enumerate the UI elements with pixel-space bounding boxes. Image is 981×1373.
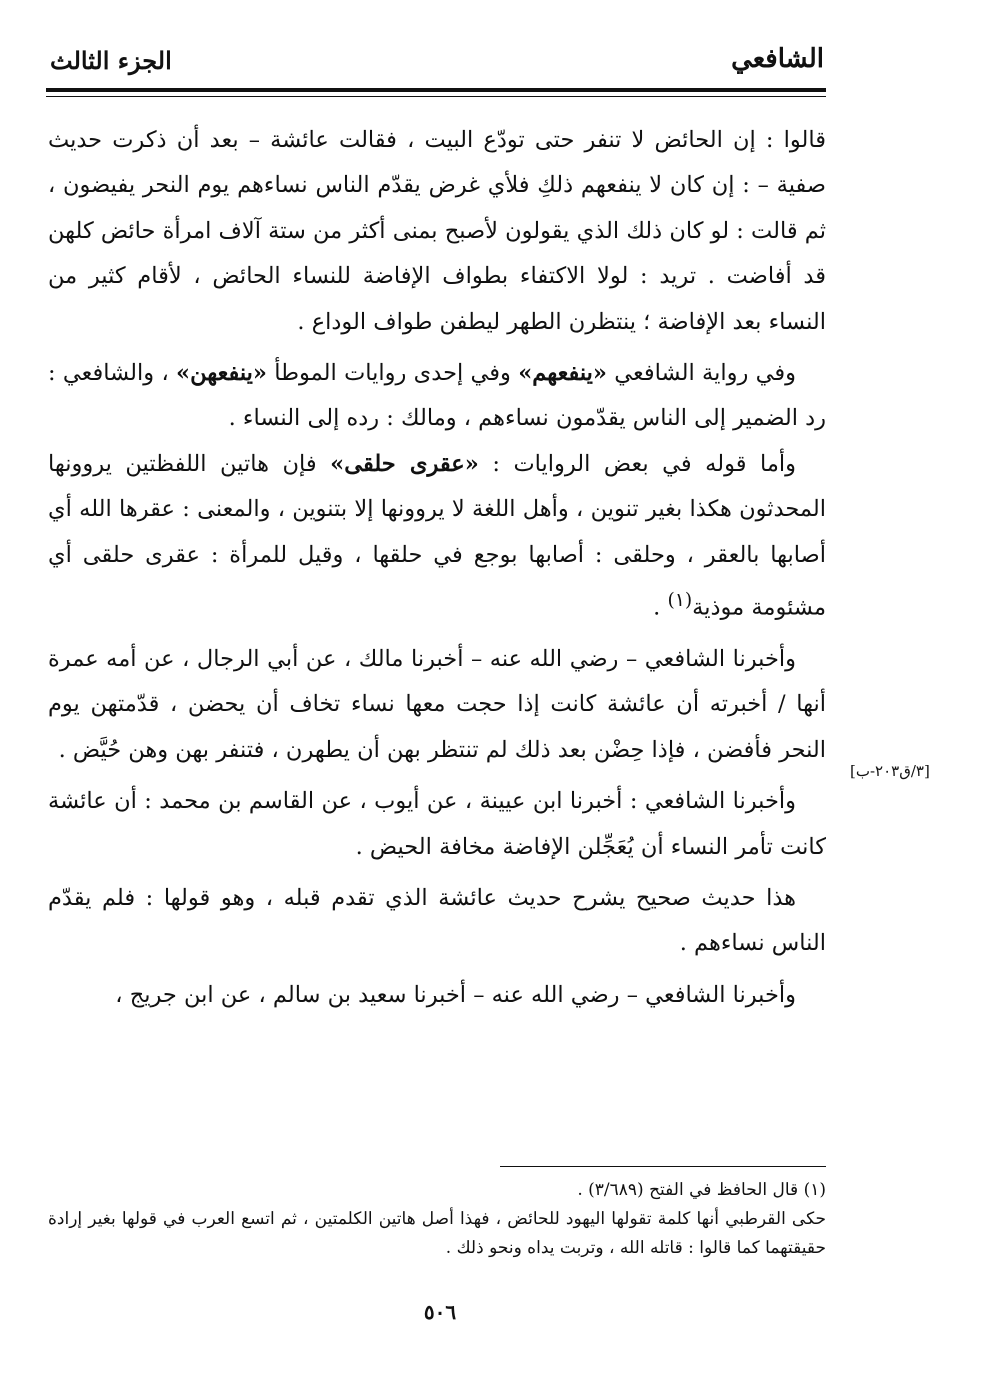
footnote-separator <box>500 1166 826 1167</box>
quoted-term-yanfauhum: «ينفعهم» <box>518 360 607 387</box>
header-rule-thin <box>46 96 826 97</box>
paragraph-1: قالوا : إن الحائض لا تنفر حتى تودّع البيت ، فقالت عائشة – بعد أن ذكرت حديث صفية – : إن كان لا ينفعهم ذلكِ فلأي غرض يقدّم الناس نساءهم يوم النحر يفيضون ، ثم قالت : لو كان ذلك الذي يقولون لأصبح بمنى أكثر من ستة آلاف امرأة حائض كلهن قد أفاضت . تريد : لولا الاكتفاء بطواف الإفاضة للنساء الحائض ، لأقام كثير من النساء بعد الإفاضة ؛ ينتظرن الطهر ليطفن طواف الوداع . <box>48 127 826 335</box>
paragraph-2-text-a: وفي رواية الشافعي <box>607 360 797 387</box>
footnote-1-body: حكى القرطبي أنها كلمة تقولها اليهود للحائض ، فهذا أصل هاتين الكلمتين ، ثم اتسع العرب في قولها بغير إرادة حقيقتهما كما قالوا : قاتله الله ، وتربت يداه ونحو ذلك . <box>48 1209 826 1258</box>
paragraph-4: وأخبرنا الشافعي – رضي الله عنه – أخبرنا مالك ، عن أبي الرجال ، عن أمه عمرة أنها / أخبرته أن عائشة كانت إذا حجت معها نساء تخاف أن يحضن ، قدّمتهن يوم النحر فأفضن ، فإذا حِضْن بعد ذلك لم تنتظر بهن أن يطهرن ، فتنفر بهن وهن حُيَّض . <box>48 645 826 763</box>
manuscript-folio-note: [٣/ق٢٠٣-ب] <box>850 762 930 780</box>
paragraph-3-text-a: وأما قوله في بعض الروايات : <box>478 450 796 477</box>
volume-label: الجزء الثالث <box>50 46 172 75</box>
main-text <box>48 118 826 1018</box>
footnote-1: (١) قال الحافظ في الفتح (٣/٦٨٩) . <box>577 1180 826 1200</box>
running-header <box>50 44 824 88</box>
paragraph-3-text-c: فإن هاتين اللفظتين يروونها المحدثون هكذا بغير تنوين ، وأهل اللغة لا يروونها إلا بتنوين ، والمعنى : عقرها الله أي أصابها بالعقر ، وحلقى : أصابها بوجع في حلقها ، وقيل للمرأة : عقرى حلقى أي مشئومة موذية <box>48 450 826 621</box>
footnote-marker: (١) <box>667 590 693 612</box>
paragraph-2-text-c: وفي إحدى روايات الموطأ <box>266 360 519 387</box>
page-number: ٥٠٦ <box>423 1300 457 1324</box>
quoted-term-aqra-halqa: «عقرى حلقى» <box>330 450 479 477</box>
header-rule-thick <box>46 88 826 92</box>
paragraph-7: وأخبرنا الشافعي – رضي الله عنه – أخبرنا سعيد بن سالم ، عن ابن جريج ، <box>115 981 796 1008</box>
book-title: الشافعي <box>731 44 824 74</box>
paragraph-2 <box>48 351 826 442</box>
footnotes <box>48 1176 826 1263</box>
paragraph-6: هذا حديث صحيح يشرح حديث عائشة الذي تقدم قبله ، وهو قولها : فلم يقدّم الناس نساءهم . <box>48 885 826 957</box>
paragraph-5: وأخبرنا الشافعي : أخبرنا ابن عيينة ، عن أيوب ، عن القاسم بن محمد : أن عائشة كانت تأمر النساء أن يُعَجِّلن الإفاضة مخافة الحيض . <box>48 788 826 860</box>
paragraph-2-text-e: ، والشافعي : رد الضمير إلى الناس يقدّمون نساءهم ، ومالك : رده إلى النساء . <box>48 360 826 432</box>
quoted-term-yanfauhunna: «ينفعهن» <box>176 360 267 387</box>
paragraph-3 <box>48 442 826 631</box>
paragraph-3-end: . <box>653 594 668 621</box>
